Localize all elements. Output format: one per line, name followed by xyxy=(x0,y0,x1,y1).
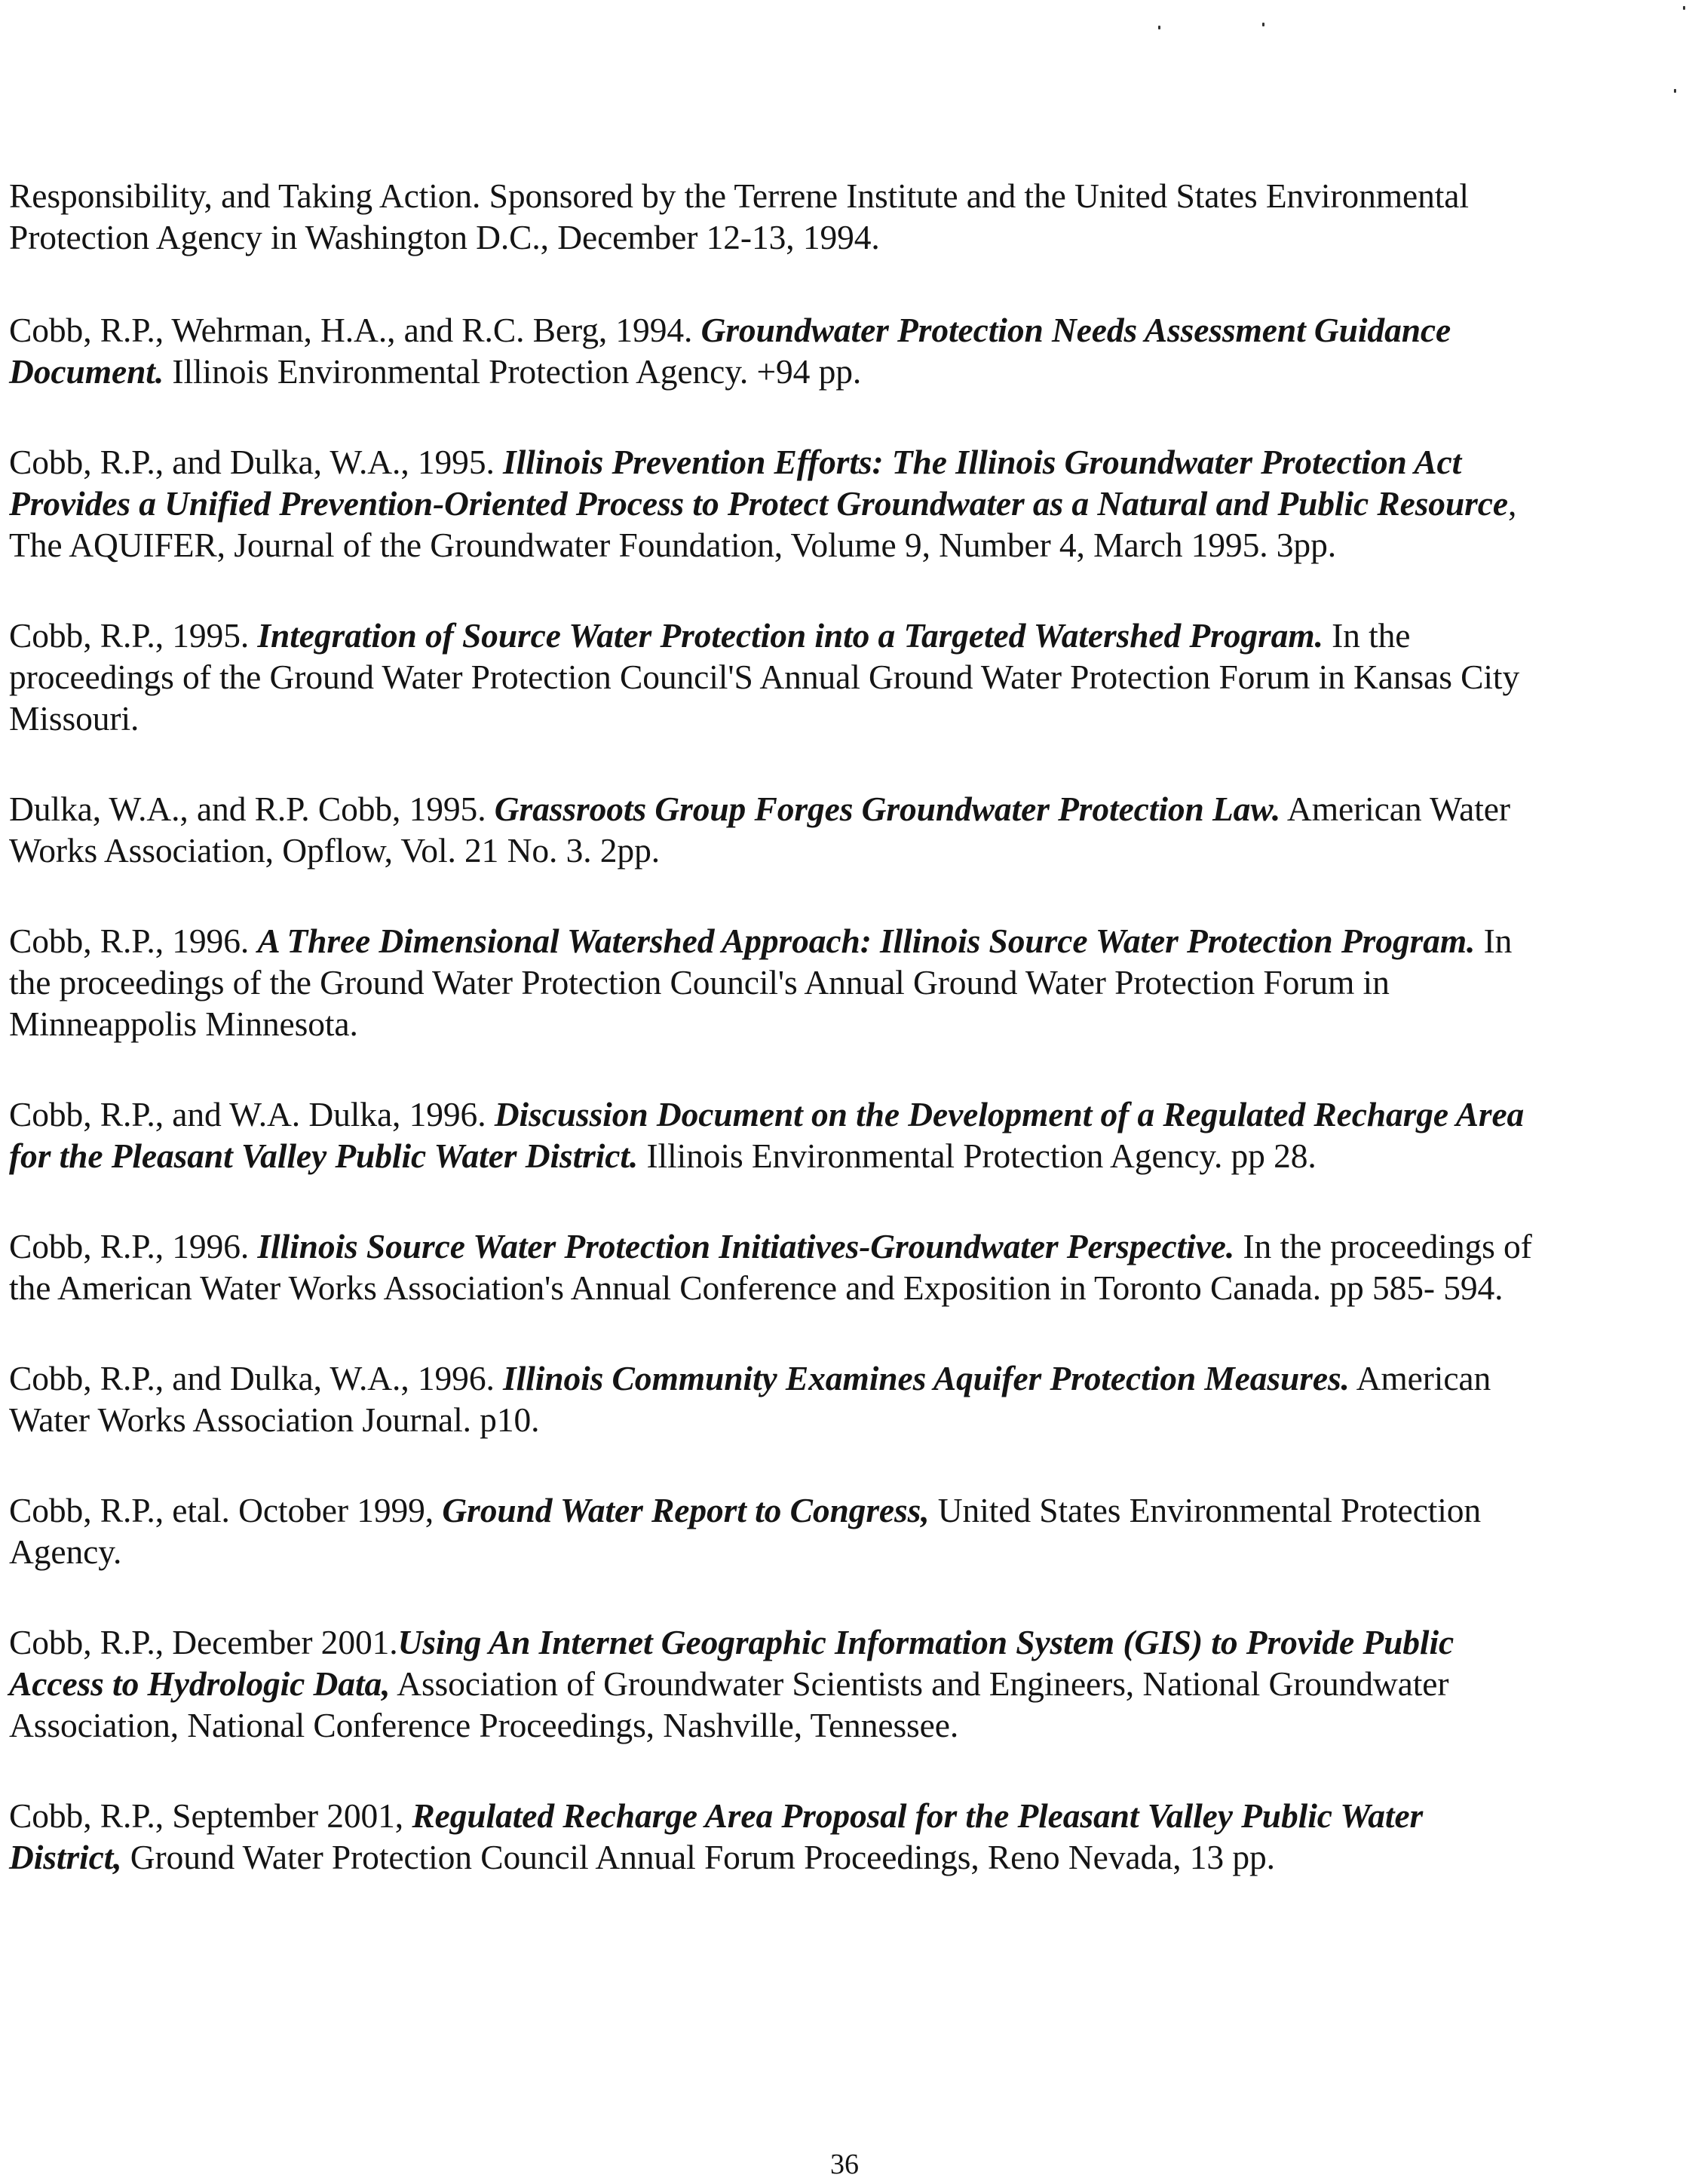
reference-authors: Cobb, R.P., September 2001, xyxy=(9,1796,412,1835)
reference-details: American Water Works Association Journal. p10. xyxy=(9,1359,1491,1439)
reference-authors: Cobb, R.P., and Dulka, W.A., 1996. xyxy=(9,1359,504,1397)
reference-authors: Cobb, R.P., Wehrman, H.A., and R.C. Berg, 1994. xyxy=(9,311,701,349)
reference-details: American Water Works Association, Opflow, Vol. 21 No. 3. 2pp. xyxy=(9,790,1510,870)
reference-title: Illinois Source Water Protection Initiatives-Groundwater Perspective. xyxy=(257,1227,1235,1265)
scan-speck xyxy=(1674,89,1676,93)
reference-details: Association of Groundwater Scientists and Engineers, National Groundwater Association, National Conference Proceedings, Nashville, Tennessee. xyxy=(9,1664,1449,1744)
reference-entry xyxy=(9,920,1540,1044)
reference-authors: Cobb, R.P., December 2001. xyxy=(9,1623,398,1661)
page-number: 36 xyxy=(830,2149,859,2180)
reference-entry xyxy=(9,615,1540,739)
reference-details: Ground Water Protection Council Annual Forum Proceedings, Reno Nevada, 13 pp. xyxy=(121,1838,1275,1876)
reference-title: Integration of Source Water Protection into a Targeted Watershed Program. xyxy=(257,616,1323,655)
reference-entry xyxy=(9,788,1540,871)
reference-title: Ground Water Report to Congress, xyxy=(442,1491,930,1529)
reference-authors: Cobb, R.P., and Dulka, W.A., 1995. xyxy=(9,443,504,481)
reference-entry xyxy=(9,441,1540,566)
reference-title: Illinois Community Examines Aquifer Protection Measures. xyxy=(503,1359,1350,1397)
reference-details: Illinois Environmental Protection Agency. +94 pp. xyxy=(164,352,862,391)
reference-details: In the proceedings of the Ground Water Protection Council's Annual Ground Water Protection Forum in Minneappolis Minnesota. xyxy=(9,922,1513,1043)
reference-title: Discussion Document on the Development of a Regulated Recharge Area for the Pleasant Valley Public Water District. xyxy=(9,1095,1525,1175)
scan-speck xyxy=(1683,6,1685,10)
reference-title: Groundwater Protection Needs Assessment Guidance Document. xyxy=(9,311,1451,391)
reference-list xyxy=(9,175,1540,1927)
reference-authors: Cobb, R.P., 1996. xyxy=(9,922,258,960)
reference-entry xyxy=(9,1357,1540,1440)
reference-details: In the proceedings of the American Water Works Association's Annual Conference and Exposition in Toronto Canada. pp 585- 594. xyxy=(9,1227,1532,1307)
reference-authors: Dulka, W.A., and R.P. Cobb, 1995. xyxy=(9,790,495,828)
reference-details: United States Environmental Protection Agency. xyxy=(9,1491,1482,1571)
reference-entry xyxy=(9,309,1540,392)
reference-text: Responsibility, and Taking Action. Sponsored by the Terrene Institute and the United States Environmental Protection Agency in Washington D.C., December 12-13, 1994. xyxy=(9,176,1469,256)
reference-entry xyxy=(9,1489,1540,1572)
reference-authors: Cobb, R.P., etal. October 1999, xyxy=(9,1491,443,1529)
reference-entry xyxy=(9,1795,1540,1878)
reference-entry xyxy=(9,1094,1540,1176)
reference-entry xyxy=(9,175,1540,258)
reference-authors: Cobb, R.P., 1996. xyxy=(9,1227,258,1265)
reference-entry xyxy=(9,1621,1540,1746)
reference-authors: Cobb, R.P., and W.A. Dulka, 1996. xyxy=(9,1095,495,1133)
reference-title: A Three Dimensional Watershed Approach: Illinois Source Water Protection Program. xyxy=(257,922,1476,960)
reference-title: Grassroots Group Forges Groundwater Protection Law. xyxy=(494,790,1281,828)
reference-details: In the proceedings of the Ground Water Protection Council'S Annual Ground Water Protection Forum in Kansas City Missouri. xyxy=(9,616,1520,738)
reference-title: Illinois Prevention Efforts: The Illinois Groundwater Protection Act Provides a Unified Prevention-Oriented Process to Protect Groundwater as a Natural and Public Resource xyxy=(9,443,1508,523)
scan-speck xyxy=(1262,23,1264,26)
reference-details: , The AQUIFER, Journal of the Groundwater Foundation, Volume 9, Number 4, March 1995. 3pp. xyxy=(9,484,1517,564)
reference-details: Illinois Environmental Protection Agency. pp 28. xyxy=(638,1136,1317,1175)
reference-entry xyxy=(9,1225,1540,1308)
reference-title: Regulated Recharge Area Proposal for the Pleasant Valley Public Water District, xyxy=(9,1796,1424,1876)
reference-authors: Cobb, R.P., 1995. xyxy=(9,616,258,655)
reference-title: Using An Internet Geographic Information System (GIS) to Provide Public Access to Hydrologic Data, xyxy=(9,1623,1455,1703)
scan-speck xyxy=(1158,26,1160,29)
